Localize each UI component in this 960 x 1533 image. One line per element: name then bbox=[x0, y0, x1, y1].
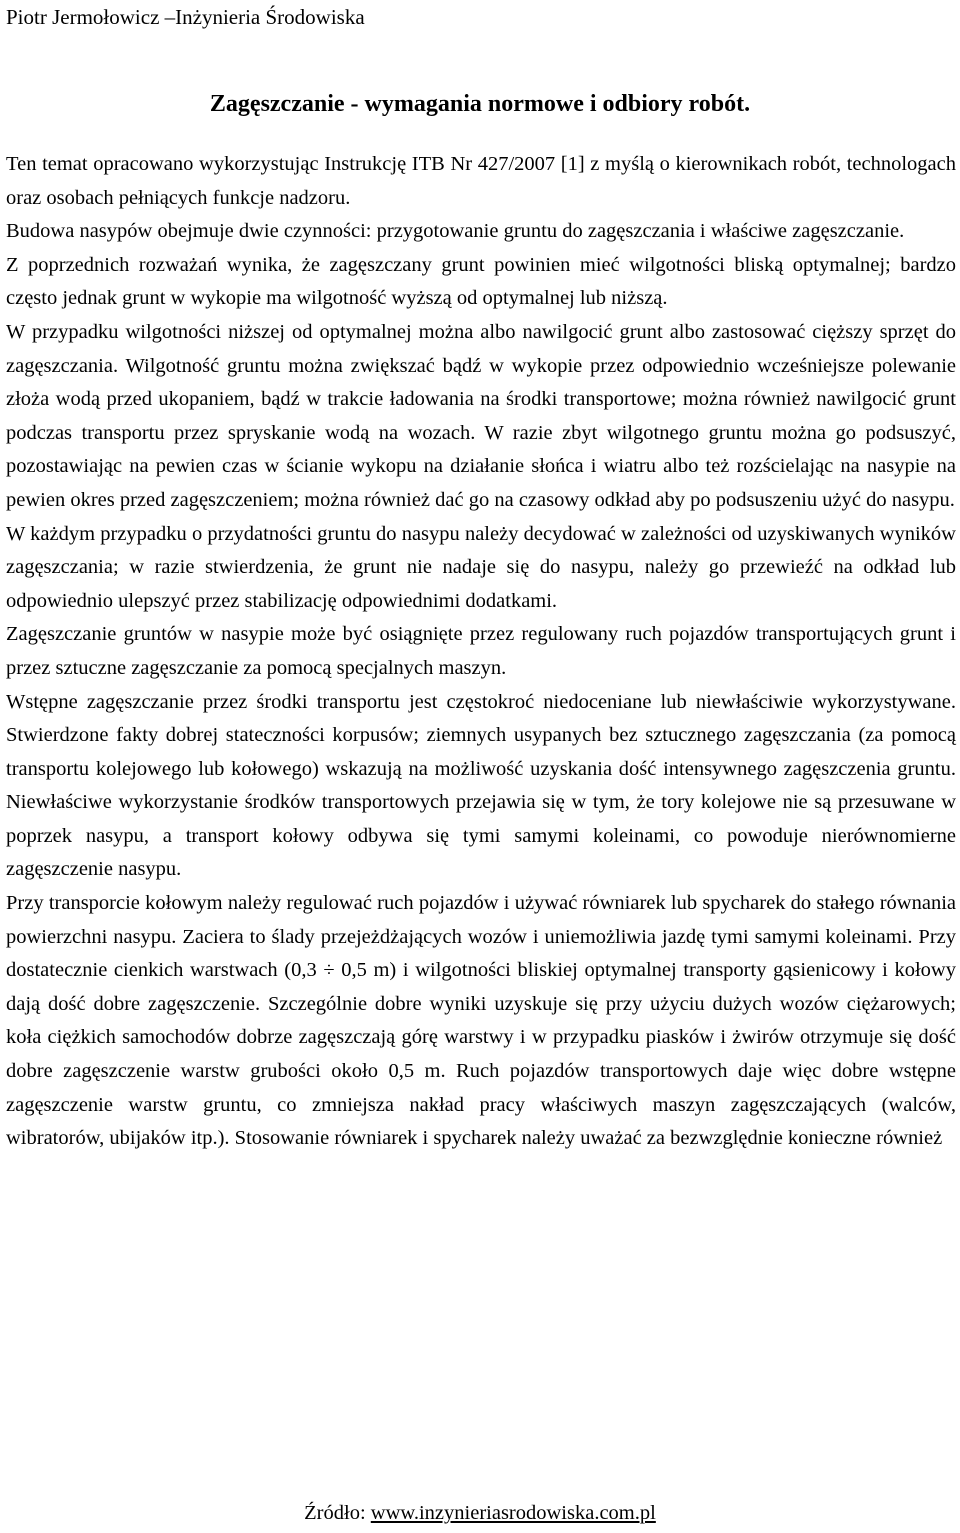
document-body bbox=[6, 148, 956, 1156]
source-label: Źródło: bbox=[304, 1502, 371, 1524]
author-line: Piotr Jermołowicz –Inżynieria Środowiska bbox=[6, 5, 365, 29]
paragraph: W każdym przypadku o przydatności gruntu do nasypu należy decydować w zależności od uzyskiwanych wyników zagęszczania; w razie stwierdzenia, że grunt nie nadaje się do nasypu, należy go przewieźć na odkład lub odpowiednio ulepszyć przez stabilizację odpowiednimi dodatkami. bbox=[6, 522, 956, 612]
paragraph: W przypadku wilgotności niższej od optymalnej można albo nawilgocić grunt albo zastosować cięższy sprzęt do zagęszczania. Wilgotność gruntu można zwiększać bądź w wykopie przez odpowiednio wcześniejsze polewanie złoża wodą przed ukopaniem, bądź w trakcie ładowania na środki transportowe; można również nawilgocić grunt podczas transportu przez spryskanie wodą na wozach. W razie zbyt wilgotnego gruntu można go podsuszyć, pozostawiając na pewien czas w ścianie wykopu na działanie słońca i wiatru albo też rozścielając na nasypie na pewien okres przed zagęszczeniem; można również dać go na czasowy odkład aby po podsuszeniu użyć do nasypu. bbox=[6, 320, 956, 511]
paragraph: Zagęszczanie gruntów w nasypie może być osiągnięte przez regulowany ruch pojazdów transportujących grunt i przez sztuczne zagęszczanie za pomocą specjalnych maszyn. bbox=[6, 623, 956, 679]
page-header bbox=[6, 4, 365, 30]
page-footer bbox=[0, 1500, 960, 1526]
paragraph: Przy transporcie kołowym należy regulować ruch pojazdów i używać równiarek lub spycharek do stałego równania powierzchni nasypu. Zaciera to ślady przejeżdżających wozów i uniemożliwia jazdę tymi samymi koleinami. Przy dostatecznie cienkich warstwach (0,3 ÷ 0,5 m) i wilgotności bliskiej optymalnej transporty gąsienicowy i kołowy dają dość dobre zagęszczenie. Szczególnie dobre wyniki uzyskuje się przy użyciu dużych wozów ciężarowych; koła ciężkich samochodów dobrze zagęszczają górę warstwy i w przypadku piasków i żwirów otrzymuje się dość dobre zagęszczenie warstw grubości około 0,5 m. Ruch pojazdów transportowych daje więc dobre wstępne zagęszczenie warstw gruntu, co zmniejsza nakład pracy właściwych maszyn zagęszczających (walców, wibratorów, ubijaków itp.). Stosowanie równiarek i spycharek należy uważać za bezwzględnie konieczne również bbox=[6, 892, 956, 1150]
paragraph: Z poprzednich rozważań wynika, że zagęszczany grunt powinien mieć wilgotności bliską optymalnej; bardzo często jednak grunt w wykopie ma wilgotność wyższą od optymalnej lub niższą. bbox=[6, 253, 956, 310]
source-link[interactable]: www.inzynieriasrodowiska.com.pl bbox=[370, 1502, 656, 1524]
paragraph: Ten temat opracowano wykorzystując Instrukcję ITB Nr 427/2007 [1] z myślą o kierownikach robót, technologach oraz osobach pełniących funkcje nadzoru. bbox=[6, 153, 956, 209]
paragraph: Budowa nasypów obejmuje dwie czynności: przygotowanie gruntu do zagęszczania i właściwe zagęszczanie. bbox=[6, 220, 905, 243]
document-title: Zagęszczanie - wymagania normowe i odbiory robót. bbox=[209, 91, 751, 117]
paragraph: Wstępne zagęszczanie przez środki transportu jest częstokroć niedoceniane lub niewłaściwie wykorzystywane. Stwierdzone fakty dobrej stateczności korpusów; ziemnych usypanych bez sztucznego zagęszczania (za pomocą transportu kolejowego lub kołowego) wskazują na możliwość uzyskania dość intensywnego zagęszczenia gruntu. Niewłaściwe wykorzystanie środków transportowych przejawia się w tym, że tory kolejowe nie są przesuwane w poprzek nasypu, a transport kołowy odbywa się tymi samymi koleinami, co powoduje nierównomierne zagęszczenie nasypu. bbox=[6, 690, 956, 881]
